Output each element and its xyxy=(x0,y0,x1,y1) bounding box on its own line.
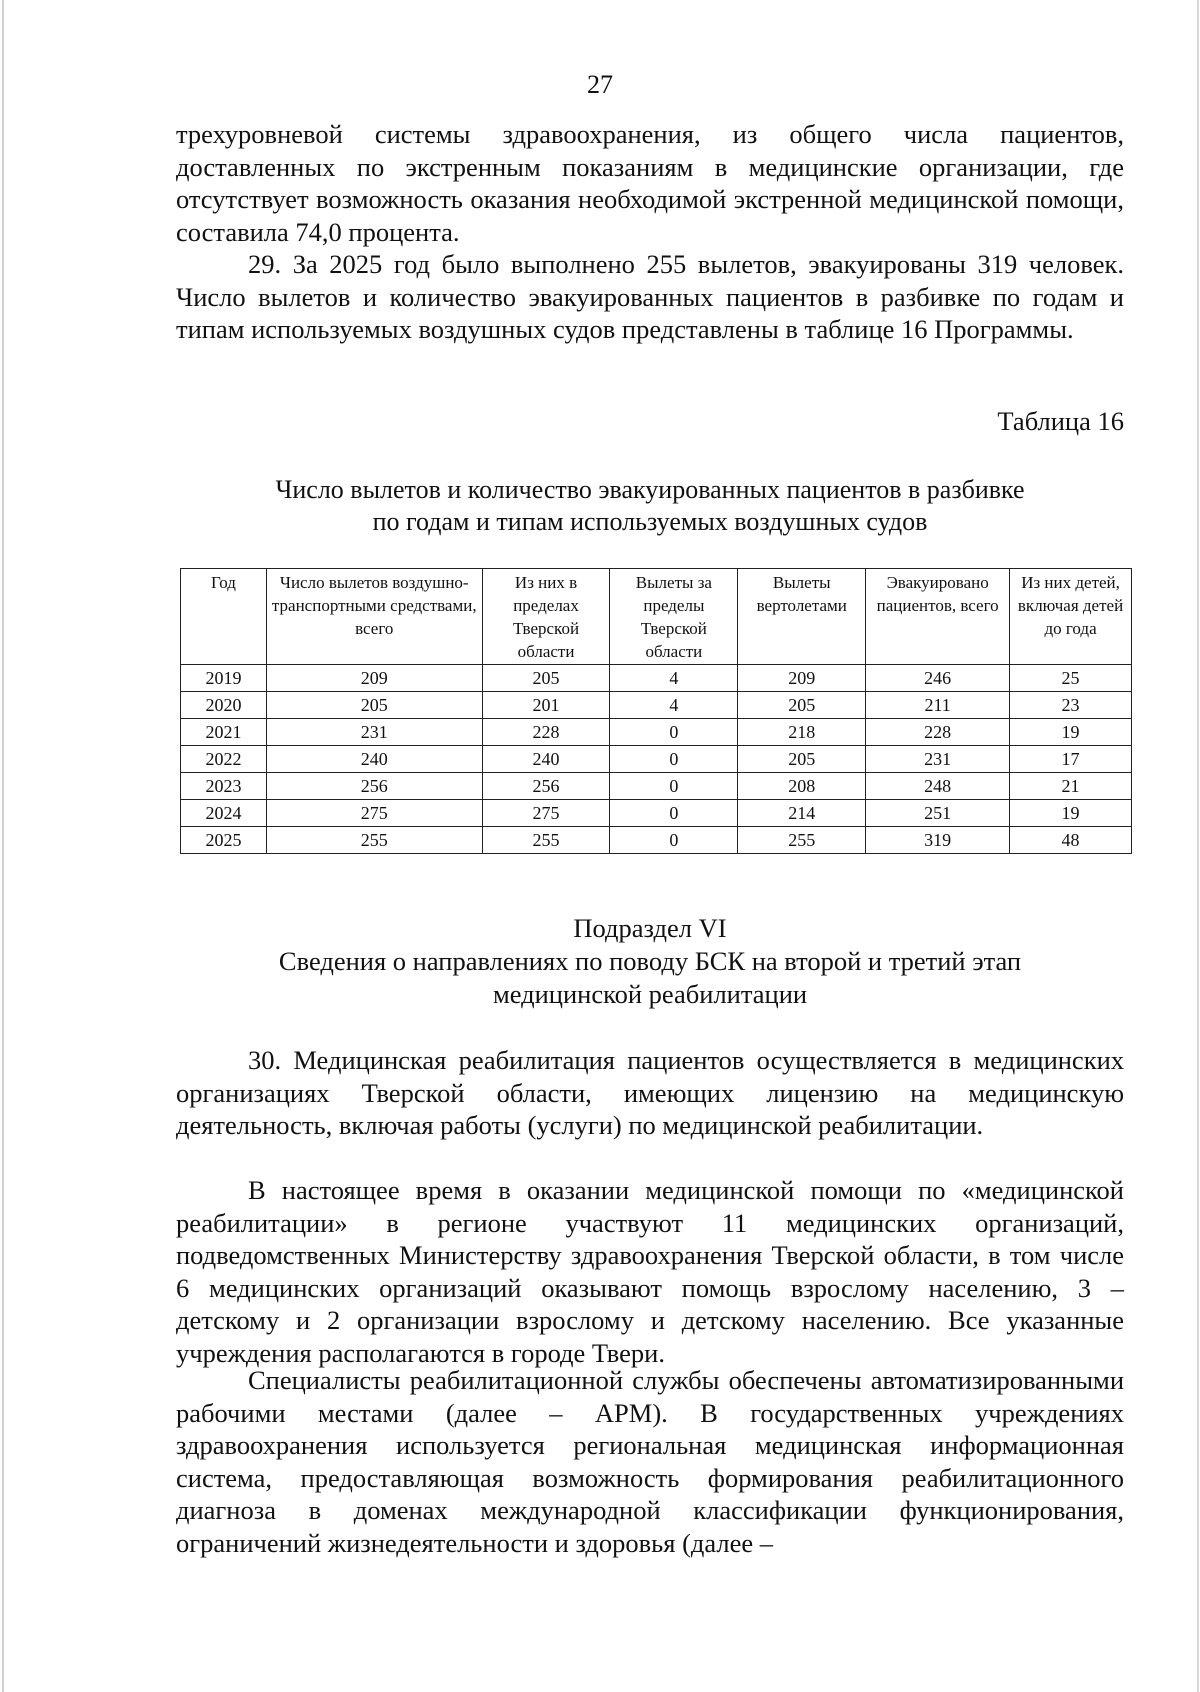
table-label: Таблица 16 xyxy=(997,406,1124,436)
subsection-heading: Подраздел VI xyxy=(573,913,727,943)
paragraph-organizations: В настоящее время в оказании медицинской помощи по «медицинской реабилитации» в регионе участвуют 11 медицинских организаций, подведомственных Министерству здравоохранения Тверской области, в том числе 6 медицинских организаций оказывают помощь взрослому населению, 3 – детскому и 2 организации взрослому и детскому населению. Все указанные учреждения располагаются в городе Твери. xyxy=(176,1175,1124,1368)
paragraph-30: 30. Медицинская реабилитация пациентов осуществляется в медицинских организациях Тверской области, имеющих лицензию на медицинскую деятельность, включая работы (услуги) по медицинской реабилитации. xyxy=(176,1045,1124,1140)
cell-evacuated-total: 228 xyxy=(866,719,1010,746)
cell-evacuated-children: 48 xyxy=(1010,827,1132,854)
cell-within-region: 275 xyxy=(482,800,610,827)
subsection-title-line-2: медицинской реабилитации xyxy=(492,979,808,1009)
cell-outside-region: 4 xyxy=(610,665,738,692)
header-total-flights: Число вылетов воздушно-транспортными средствами, всего xyxy=(266,569,482,665)
cell-year: 2023 xyxy=(181,773,267,800)
cell-outside-region: 0 xyxy=(610,746,738,773)
cell-evacuated-children: 19 xyxy=(1010,719,1132,746)
cell-year: 2024 xyxy=(181,800,267,827)
cell-helicopter: 218 xyxy=(738,719,866,746)
cell-evacuated-total: 251 xyxy=(866,800,1010,827)
cell-total-flights: 240 xyxy=(266,746,482,773)
cell-evacuated-children: 19 xyxy=(1010,800,1132,827)
cell-total-flights: 275 xyxy=(266,800,482,827)
cell-evacuated-total: 231 xyxy=(866,746,1010,773)
cell-helicopter: 255 xyxy=(738,827,866,854)
paragraph-continuation: трехуровневой системы здравоохранения, из общего числа пациентов, доставленных по экстренным показаниям в медицинские организации, где отсутствует возможность оказания необходимой экстренной медицинской помощи, составила 74,0 процента. xyxy=(176,119,1124,247)
cell-total-flights: 255 xyxy=(266,827,482,854)
cell-within-region: 240 xyxy=(482,746,610,773)
cell-outside-region: 0 xyxy=(610,827,738,854)
cell-helicopter: 205 xyxy=(738,746,866,773)
subsection-title-line-1: Сведения о направлениях по поводу БСК на второй и третий этап xyxy=(278,946,1022,976)
header-helicopter-flights: Вылеты вертолетами xyxy=(738,569,866,665)
paragraph-specialists: Специалисты реабилитационной службы обеспечены автоматизированными рабочими местами (далее – АРМ). В государственных учреждениях здравоохранения используется региональная медицинская информационная система, предоставляющая возможность формирования реабилитационного диагноза в доменах международной классификации функционирования, ограничений жизнедеятельности и здоровья (далее – xyxy=(176,1365,1124,1558)
cell-outside-region: 4 xyxy=(610,692,738,719)
cell-outside-region: 0 xyxy=(610,773,738,800)
cell-evacuated-total: 211 xyxy=(866,692,1010,719)
flights-table xyxy=(180,568,1132,854)
paragraph-29: 29. За 2025 год было выполнено 255 вылетов, эвакуированы 319 человек. Число вылетов и количество эвакуированных пациентов в разбивке по годам и типам используемых воздушных судов представлены в таблице 16 Программы. xyxy=(176,249,1124,344)
cell-evacuated-children: 17 xyxy=(1010,746,1132,773)
cell-evacuated-total: 319 xyxy=(866,827,1010,854)
page-number: 27 xyxy=(587,70,613,99)
cell-year: 2025 xyxy=(181,827,267,854)
cell-year: 2022 xyxy=(181,746,267,773)
cell-helicopter: 209 xyxy=(738,665,866,692)
subsection-heading-block xyxy=(176,912,1124,1011)
cell-total-flights: 209 xyxy=(266,665,482,692)
table-row xyxy=(181,719,1132,746)
cell-within-region: 201 xyxy=(482,692,610,719)
scan-edge-left xyxy=(2,0,4,1692)
cell-outside-region: 0 xyxy=(610,719,738,746)
header-year: Год xyxy=(181,569,267,665)
cell-within-region: 255 xyxy=(482,827,610,854)
table-title xyxy=(176,474,1124,538)
scan-edge-right xyxy=(1197,0,1199,1692)
cell-evacuated-total: 248 xyxy=(866,773,1010,800)
header-evacuated-total: Эвакуировано пациентов, всего xyxy=(866,569,1010,665)
table-row xyxy=(181,773,1132,800)
cell-total-flights: 205 xyxy=(266,692,482,719)
header-evacuated-children: Из них детей, включая детей до года xyxy=(1010,569,1132,665)
cell-within-region: 228 xyxy=(482,719,610,746)
cell-year: 2019 xyxy=(181,665,267,692)
cell-evacuated-children: 21 xyxy=(1010,773,1132,800)
cell-helicopter: 205 xyxy=(738,692,866,719)
cell-evacuated-children: 25 xyxy=(1010,665,1132,692)
cell-evacuated-total: 246 xyxy=(866,665,1010,692)
cell-year: 2020 xyxy=(181,692,267,719)
table-header-row xyxy=(181,569,1132,665)
cell-year: 2021 xyxy=(181,719,267,746)
cell-within-region: 205 xyxy=(482,665,610,692)
cell-helicopter: 214 xyxy=(738,800,866,827)
table-title-line-2: по годам и типам используемых воздушных судов xyxy=(372,507,928,536)
cell-total-flights: 256 xyxy=(266,773,482,800)
cell-within-region: 256 xyxy=(482,773,610,800)
table-row xyxy=(181,827,1132,854)
cell-outside-region: 0 xyxy=(610,800,738,827)
table-title-line-1: Число вылетов и количество эвакуированных пациентов в разбивке xyxy=(275,475,1025,504)
header-flights-outside-region: Вылеты за пределы Тверской области xyxy=(610,569,738,665)
cell-total-flights: 231 xyxy=(266,719,482,746)
table-row xyxy=(181,692,1132,719)
table-row xyxy=(181,746,1132,773)
cell-evacuated-children: 23 xyxy=(1010,692,1132,719)
header-flights-within-region: Из них в пределах Тверской области xyxy=(482,569,610,665)
table-row xyxy=(181,800,1132,827)
cell-helicopter: 208 xyxy=(738,773,866,800)
table-row xyxy=(181,665,1132,692)
